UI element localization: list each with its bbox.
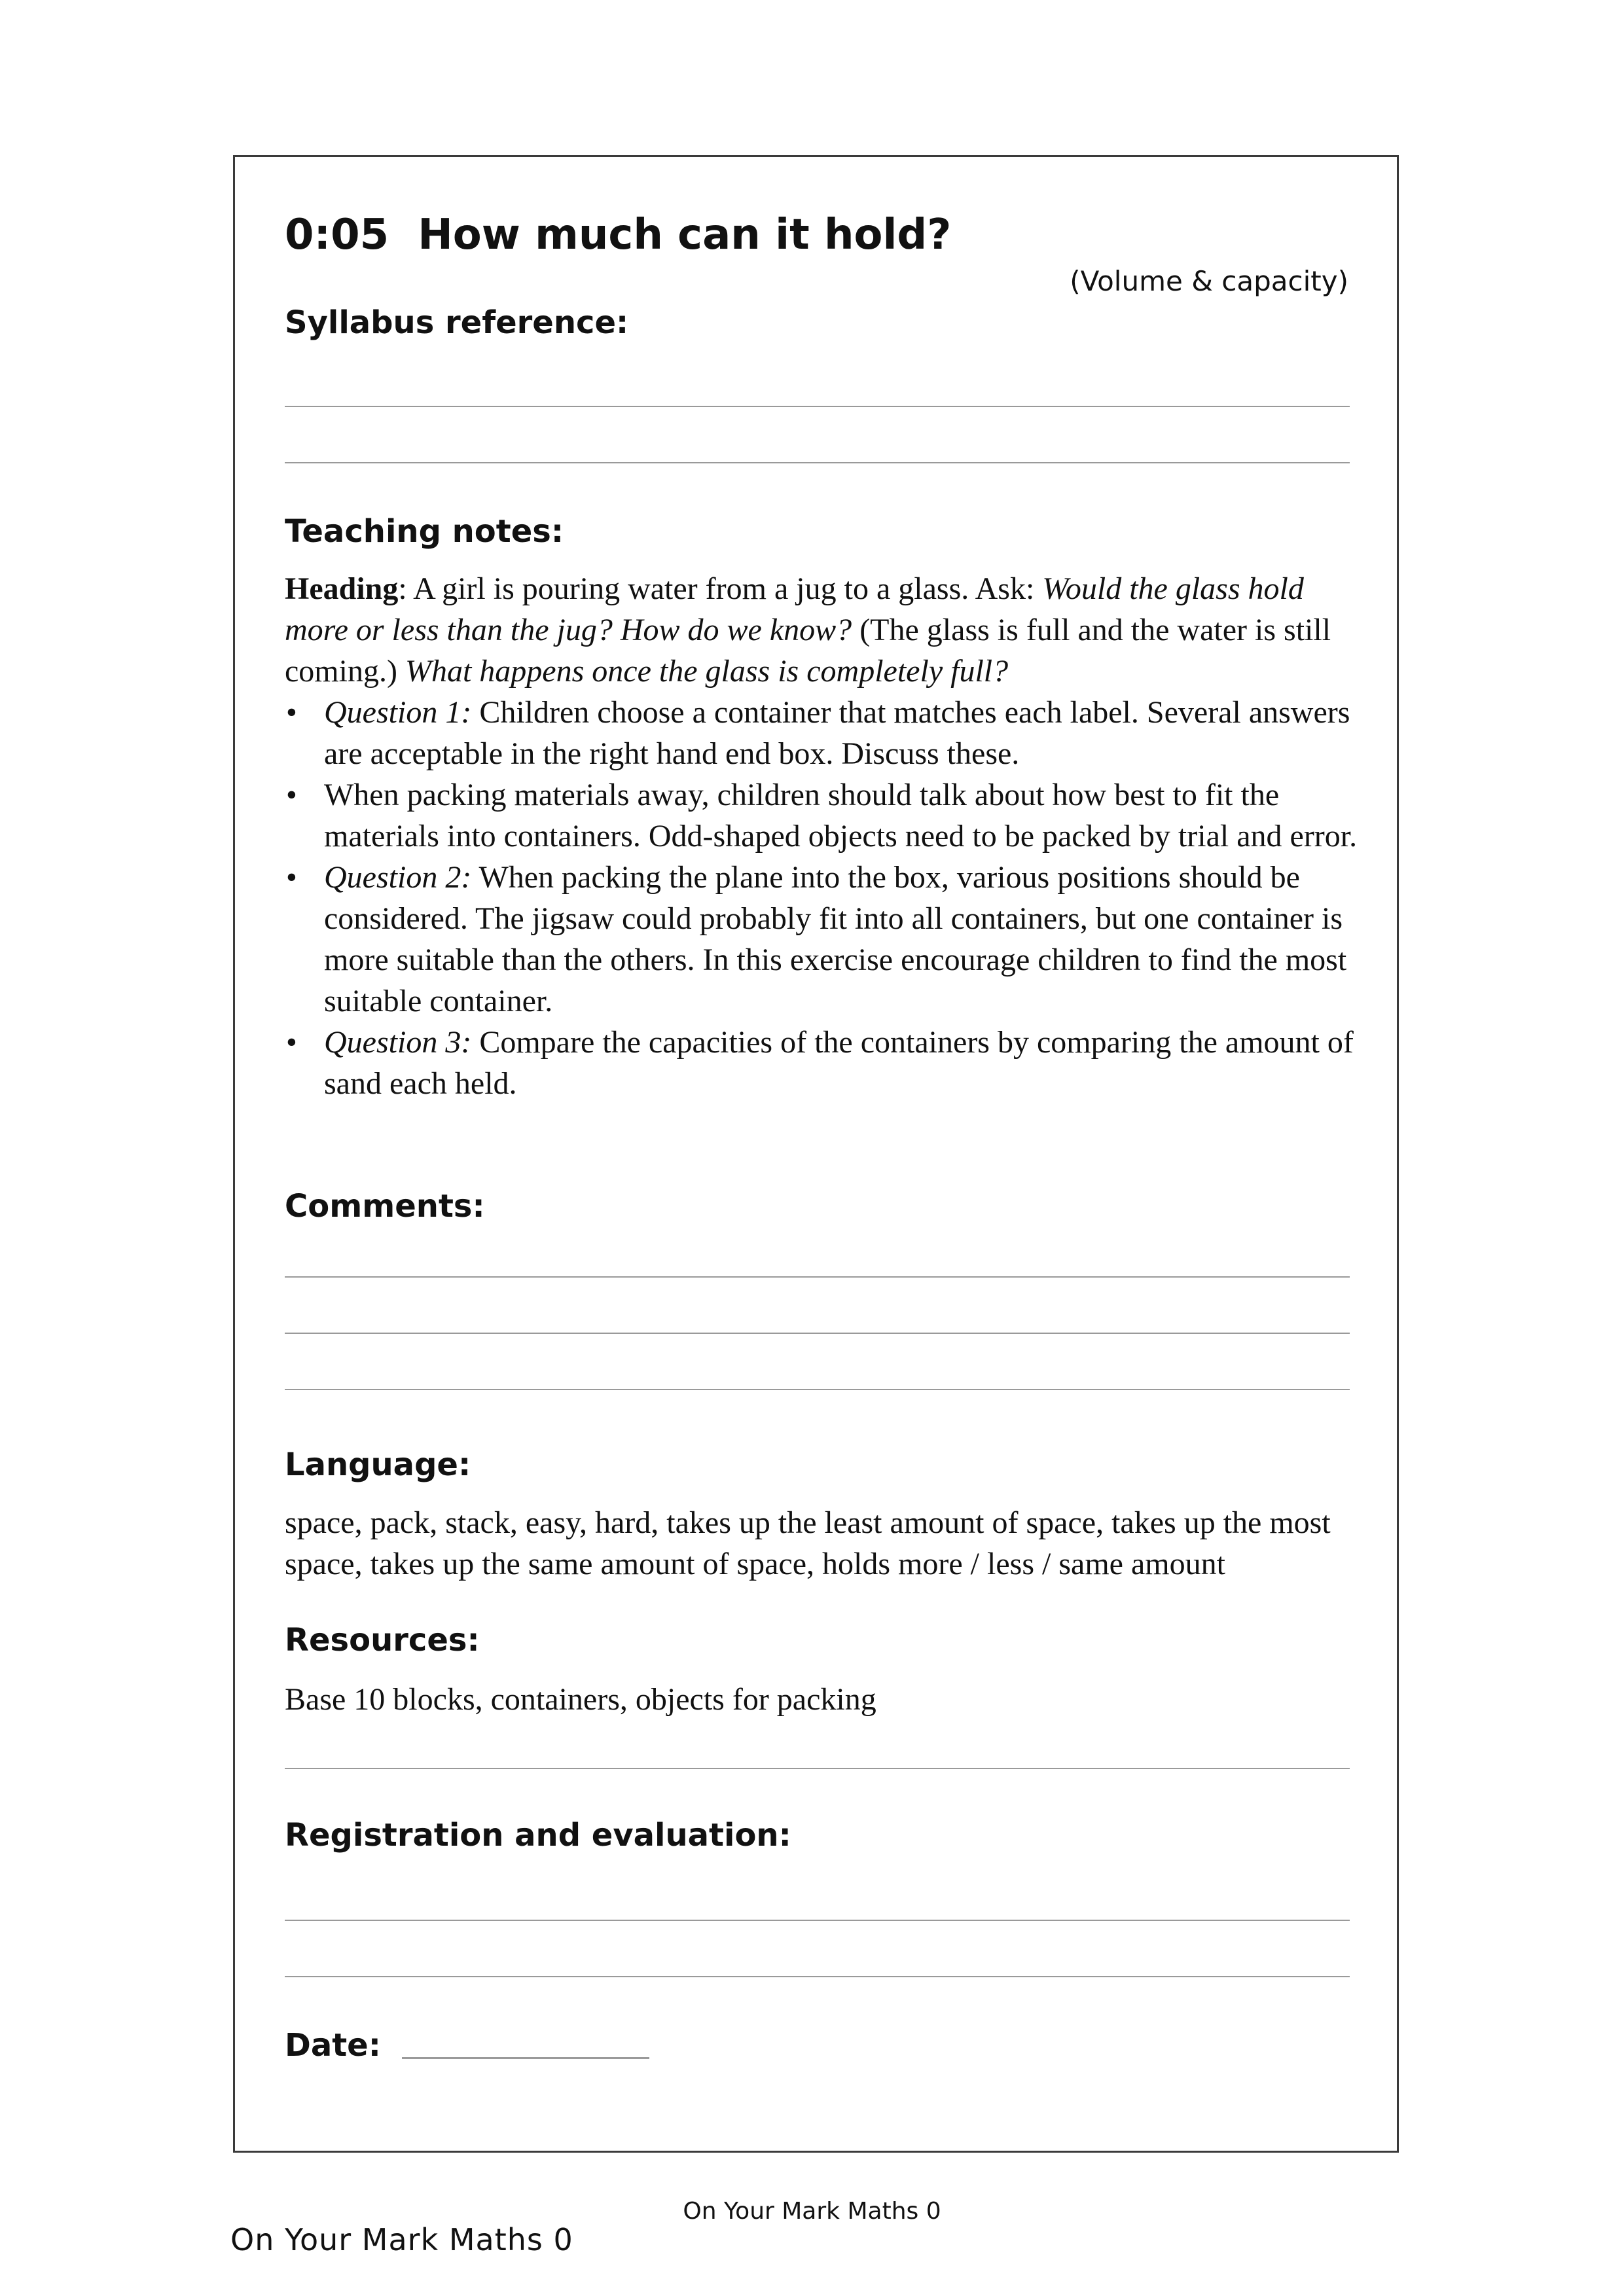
list-item	[285, 692, 1358, 774]
comments-line-2[interactable]	[285, 1333, 1350, 1334]
teaching-notes-list	[285, 692, 1358, 1104]
intro-question-1: Would the glass hold more or less than the jug? How do we know?	[285, 571, 1304, 647]
registration-heading: Registration and evaluation:	[285, 1817, 791, 1854]
title-number: 0:05	[285, 211, 389, 259]
page-title	[285, 211, 951, 259]
bullet-icon: •	[286, 695, 297, 730]
list-item-text: Children choose a container that matches each label. Several answers are acceptable in the right hand end box. Discuss these.	[324, 695, 1350, 771]
resources-heading: Resources:	[285, 1622, 480, 1659]
intro-lead: Heading	[285, 571, 399, 606]
intro-question-2: What happens once the glass is completely full?	[405, 654, 1009, 689]
syllabus-heading: Syllabus reference:	[285, 304, 629, 341]
intro-text-2: (The glass is full and the water is still coming.)	[285, 613, 1331, 689]
registration-line-2[interactable]	[285, 1976, 1350, 1977]
list-item-text: Compare the capacities of the containers by comparing the amount of sand each held.	[324, 1025, 1354, 1101]
language-heading: Language:	[285, 1446, 471, 1483]
title-text: How much can it hold?	[418, 211, 952, 259]
footer-left: On Your Mark Maths 0	[230, 2222, 573, 2257]
date-field[interactable]	[402, 2057, 649, 2059]
intro-text-1: : A girl is pouring water from a jug to a glass. Ask:	[398, 571, 1043, 606]
bullet-icon: •	[286, 778, 297, 812]
bullet-icon: •	[286, 860, 297, 895]
resources-line[interactable]	[285, 1768, 1350, 1769]
list-item-lead: Question 2:	[324, 860, 472, 895]
syllabus-line-2[interactable]	[285, 462, 1350, 463]
list-item	[285, 1022, 1358, 1104]
bullet-icon: •	[286, 1025, 297, 1060]
teaching-notes-intro	[285, 568, 1358, 692]
resources-text: Base 10 blocks, containers, objects for packing	[285, 1682, 876, 1717]
list-item	[285, 774, 1358, 857]
comments-heading: Comments:	[285, 1188, 485, 1225]
list-item	[285, 857, 1358, 1022]
list-item-lead: Question 1:	[324, 695, 472, 730]
teaching-notes-heading: Teaching notes:	[285, 513, 564, 550]
teaching-notes-body	[285, 568, 1358, 1104]
footer-center: On Your Mark Maths 0	[683, 2198, 941, 2225]
list-item-lead: Question 3:	[324, 1025, 472, 1060]
language-text: space, pack, stack, easy, hard, takes up the least amount of space, takes up the most space, takes up the same amount of space, holds more / less / same amount	[285, 1505, 1331, 1581]
syllabus-line-1[interactable]	[285, 406, 1350, 407]
registration-line-1[interactable]	[285, 1920, 1350, 1921]
list-item-text: When packing the plane into the box, various positions should be considered. The jigsaw could probably fit into all containers, but one container is more suitable than the others. In this exercise encourage children to find the most suitable container.	[324, 860, 1347, 1018]
comments-line-3[interactable]	[285, 1389, 1350, 1390]
list-item-text: When packing materials away, children should talk about how best to fit the materials into containers. Odd-shaped objects need to be packed by trial and error.	[324, 778, 1358, 853]
page-subtitle: (Volume & capacity)	[1070, 265, 1348, 297]
date-label: Date:	[285, 2027, 381, 2064]
comments-line-1[interactable]	[285, 1276, 1350, 1278]
